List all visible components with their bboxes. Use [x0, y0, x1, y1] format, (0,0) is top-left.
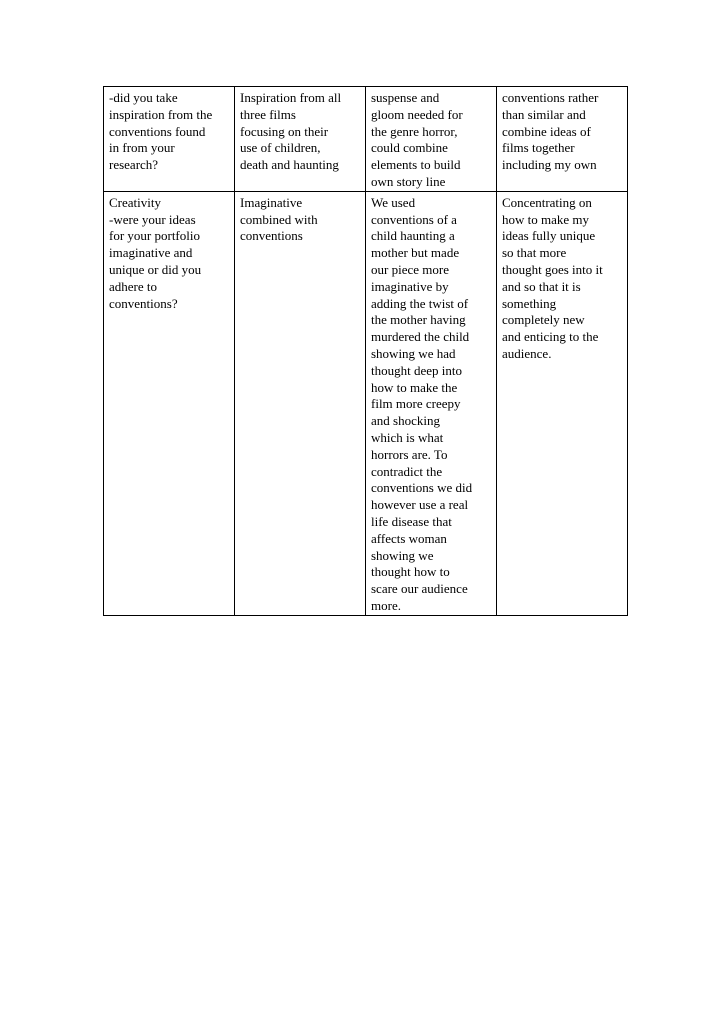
table-cell-evidence: We used conventions of a child haunting a mother but made our piece more imaginative by adding the twist of the mother having murdered the child showing we had thought deep into how to make the film more creepy and shocking which is what horrors are. To contradict the conventions we did however use a real life disease that affects woman showing we thought how to scare our audience more. [366, 191, 497, 615]
table-cell-evidence: suspense and gloom needed for the genre horror, could combine elements to build own story line [366, 87, 497, 192]
table-cell-criterion: -did you take inspiration from the conventions found in from your research? [104, 87, 235, 192]
table-row [104, 87, 628, 192]
table-cell-rating: Inspiration from all three films focusing on their use of children, death and haunting [235, 87, 366, 192]
table-cell-improvement: conventions rather than similar and combine ideas of films together including my own [497, 87, 628, 192]
table-cell-rating: Imaginative combined with conventions [235, 191, 366, 615]
evaluation-table [103, 86, 628, 616]
table-row [104, 191, 628, 615]
table-cell-criterion: Creativity -were your ideas for your portfolio imaginative and unique or did you adhere to conventions? [104, 191, 235, 615]
table-cell-improvement: Concentrating on how to make my ideas fully unique so that more thought goes into it and so that it is something completely new and enticing to the audience. [497, 191, 628, 615]
